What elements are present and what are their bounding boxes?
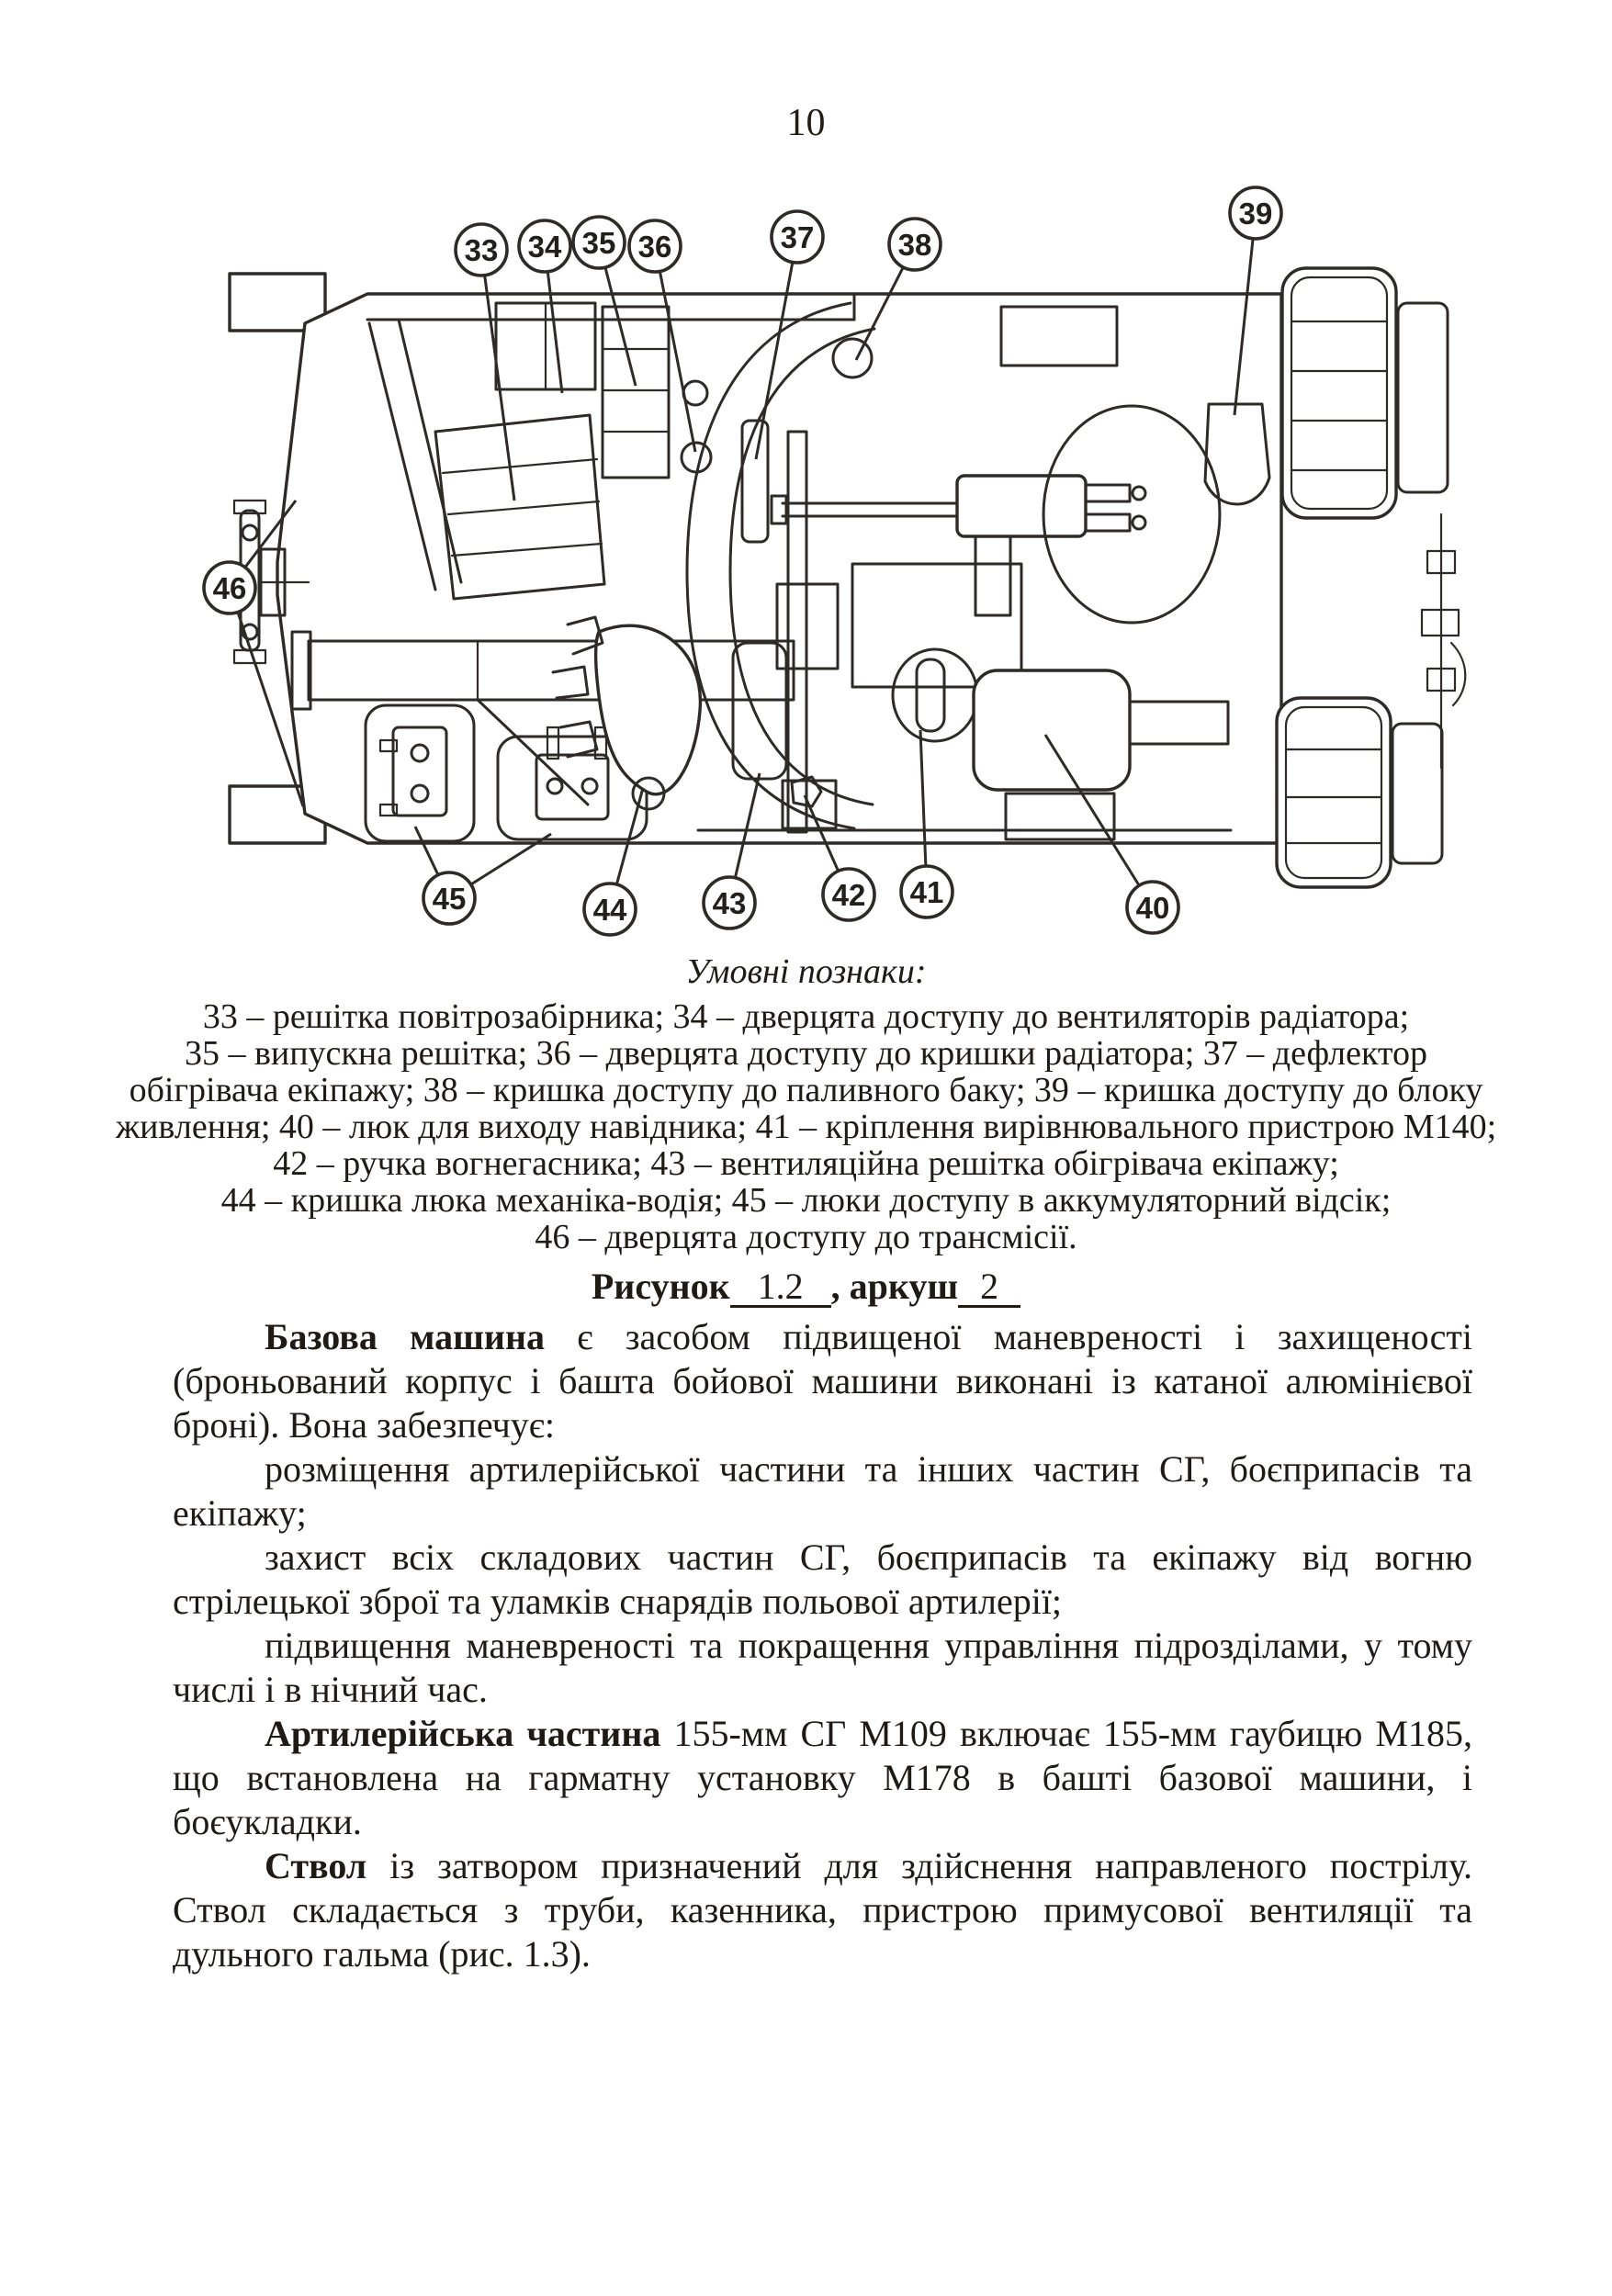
paragraph-text: захист всіх складових частин СГ, боєприпасів та екіпажу від вогню стрілецької зброї та уламків снарядів польової артилерії; — [173, 1536, 1472, 1622]
legend-line: 46 – дверцята доступу до трансмісії. — [535, 1218, 1077, 1256]
rear-grille-top — [1282, 268, 1448, 518]
legend-line: 42 – ручка вогнегасника; 43 – вентиляційна решітка обігрівача екіпажу; — [273, 1144, 1339, 1183]
paragraph-maneuverability — [173, 1624, 1472, 1712]
callout-number-39: 39 — [1238, 196, 1273, 231]
paragraph-protection — [173, 1536, 1472, 1624]
side-fittings — [1422, 514, 1465, 768]
callout-number-35: 35 — [581, 225, 616, 260]
callout-number-42: 42 — [831, 877, 866, 912]
callout-number-45: 45 — [432, 881, 467, 916]
figure-caption — [110, 1265, 1502, 1308]
paragraph-lead: Базова машина — [265, 1316, 546, 1357]
legend-line: живлення; 40 – люк для виходу навідника; 41 – кріплення вирівнювального пристрою М140; — [115, 1108, 1497, 1146]
paragraph-text: підвищення маневреності та покращення управління підрозділами, у тому числі і в нічний час. — [173, 1625, 1472, 1710]
paragraph-text: розміщення артилерійської частини та інших частин СГ, боєприпасів та екіпажу; — [173, 1448, 1472, 1534]
legend-line: 44 – кришка люка механіка-водія; 45 – люки доступу в аккумуляторний відсік; — [220, 1181, 1392, 1220]
paragraph-base-vehicle — [173, 1315, 1472, 1447]
caption-word-figure: Рисунок — [591, 1266, 730, 1307]
paragraph-barrel — [173, 1844, 1472, 1976]
paragraph-lead: Артилерійська частина — [265, 1713, 661, 1754]
callout-number-43: 43 — [712, 885, 747, 920]
callout-number-46: 46 — [212, 570, 247, 605]
paragraph-text: 155-мм СГ М109 включає 155-мм гаубицю М185, що встановлена на гарматну установку М178 в башті базової машини, і боєукладки. — [173, 1713, 1472, 1842]
callout-number-36: 36 — [637, 229, 672, 264]
callout-number-41: 41 — [909, 874, 944, 909]
caption-word-sheet: , аркуш — [830, 1266, 959, 1307]
callout-number-40: 40 — [1135, 890, 1170, 925]
paragraph-artillery-part — [173, 1712, 1472, 1844]
callout-number-33: 33 — [464, 232, 499, 267]
vehicle-top-view-diagram — [0, 0, 1612, 946]
paragraph-placement — [173, 1447, 1472, 1536]
paragraph-text: із затвором призначений для здійснення направленого пострілу. Ствол складається з труби, казенника, пристрою примусової вентиляції та дульного гальма (рис. 1.3). — [173, 1845, 1472, 1975]
rear-grille-bottom — [1277, 698, 1442, 887]
callout-number-38: 38 — [897, 227, 932, 262]
figure-legend — [110, 951, 1502, 1308]
callout-number-37: 37 — [780, 219, 815, 254]
gunner-exit-hatch — [974, 670, 1130, 790]
legend-title: Умовні познаки: — [685, 952, 927, 991]
paragraph-lead: Ствол — [265, 1845, 367, 1886]
callout-number-44: 44 — [592, 892, 627, 927]
body-text — [173, 1315, 1472, 1976]
caption-figure-number: 1.2 — [730, 1268, 831, 1308]
legend-line: обігрівача екіпажу; 38 – кришка доступу до паливного баку; 39 – кришка доступу до блоку — [129, 1071, 1483, 1109]
page-number: 10 — [786, 102, 826, 144]
legend-line: 35 – випускна решітка; 36 – дверцята доступу до кришки радіатора; 37 – дефлектор — [184, 1034, 1428, 1073]
caption-sheet-number: 2 — [958, 1268, 1020, 1308]
paragraph-text: є засобом підвищеної маневреності і захищеності (броньований корпус і башта бойової машини виконані із катаної алюмінієвої броні). Вона забезпечує: — [173, 1316, 1473, 1446]
legend-line: 33 – решітка повітрозабірника; 34 – дверцята доступу до вентиляторів радіатора; — [202, 997, 1410, 1036]
callout-number-34: 34 — [527, 229, 562, 264]
